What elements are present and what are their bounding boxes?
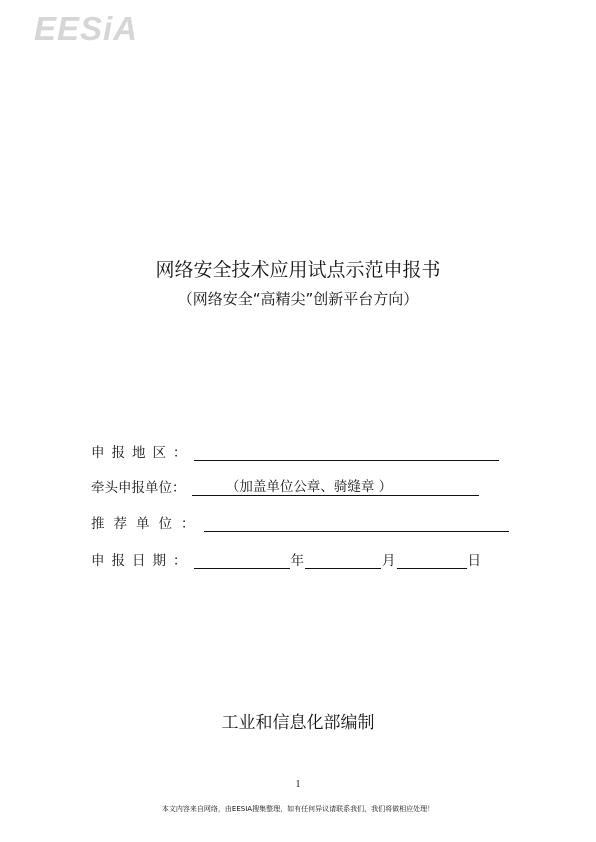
month-unit: 月 xyxy=(382,553,396,569)
recommend-unit-field xyxy=(91,512,509,532)
year-input-line[interactable] xyxy=(194,551,290,569)
lead-unit-label: 牵头申报单位： xyxy=(91,480,186,496)
issuing-organization: 工业和信息化部编制 xyxy=(221,713,375,733)
year-unit: 年 xyxy=(290,553,304,569)
eesia-logo: EESiA xyxy=(34,10,139,47)
lead-unit-hint: （加盖单位公章、骑缝章 ） xyxy=(225,479,393,495)
region-label: 申报地区： xyxy=(91,445,194,461)
region-input-line[interactable] xyxy=(194,443,499,461)
disclaimer-text: 本文内容来自网络，由EESIA搜集整理，如有任何异议请联系我们，我们将做相应处理！ xyxy=(161,805,435,813)
recommend-label: 推荐单位： xyxy=(91,516,204,532)
day-unit: 日 xyxy=(467,553,481,569)
document-subtitle: （网络安全“高精尖”创新平台方向） xyxy=(177,290,419,308)
month-input-line[interactable] xyxy=(305,551,381,569)
page-number: 1 xyxy=(295,779,301,790)
document-title: 网络安全技术应用试点示范申报书 xyxy=(155,259,441,281)
recommend-input-line[interactable] xyxy=(204,514,509,532)
region-field xyxy=(91,441,499,461)
date-label: 申报日期： xyxy=(91,553,194,569)
lead-unit-input-line[interactable] xyxy=(192,478,479,496)
lead-unit-field xyxy=(91,476,479,496)
day-input-line[interactable] xyxy=(397,551,467,569)
date-field xyxy=(91,549,482,569)
